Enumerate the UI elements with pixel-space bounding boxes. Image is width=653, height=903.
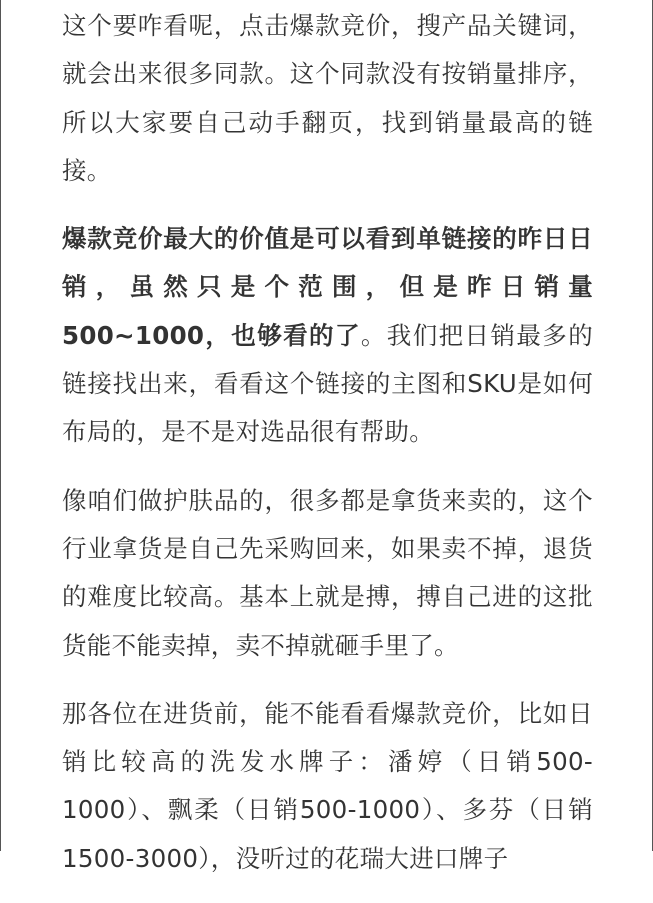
highlight-bold-text: 爆款竞价最大的价值是可以看到单链接的昨日日销，虽然只是个范围，但是昨日销量500~1000，也够看的了: [62, 224, 593, 350]
paragraph-highlight: [62, 215, 593, 456]
highlight-rest-text: 。我们把日销最多的链接找出来，看看这个链接的主图和SKU是如何布局的，是不是对选品很有帮助。: [62, 320, 593, 447]
paragraph-skincare: [62, 477, 593, 670]
paragraph-brands-text: 那各位在进货前，能不能看看爆款竞价，比如日销比较高的洗发水牌子：潘婷（日销500-1000）、飘柔（日销500-1000）、多芬（日销1500-3000），没听过的花瑞大进口牌子: [62, 698, 593, 873]
article-body: [62, 2, 593, 903]
paragraph-skincare-text: 像咱们做护肤品的，很多都是拿货来卖的，这个行业拿货是自己先采购回来，如果卖不掉，退货的难度比较高。基本上就是搏，搏自己进的这批货能不能卖掉，卖不掉就砸手里了。: [62, 485, 593, 660]
paragraph-intro: [62, 2, 593, 195]
paragraph-intro-text: 这个要咋看呢，点击爆款竞价，搜产品关键词，就会出来很多同款。这个同款没有按销量排序，所以大家要自己动手翻页，找到销量最高的链接。: [62, 11, 593, 185]
paragraph-brands: [62, 690, 593, 883]
